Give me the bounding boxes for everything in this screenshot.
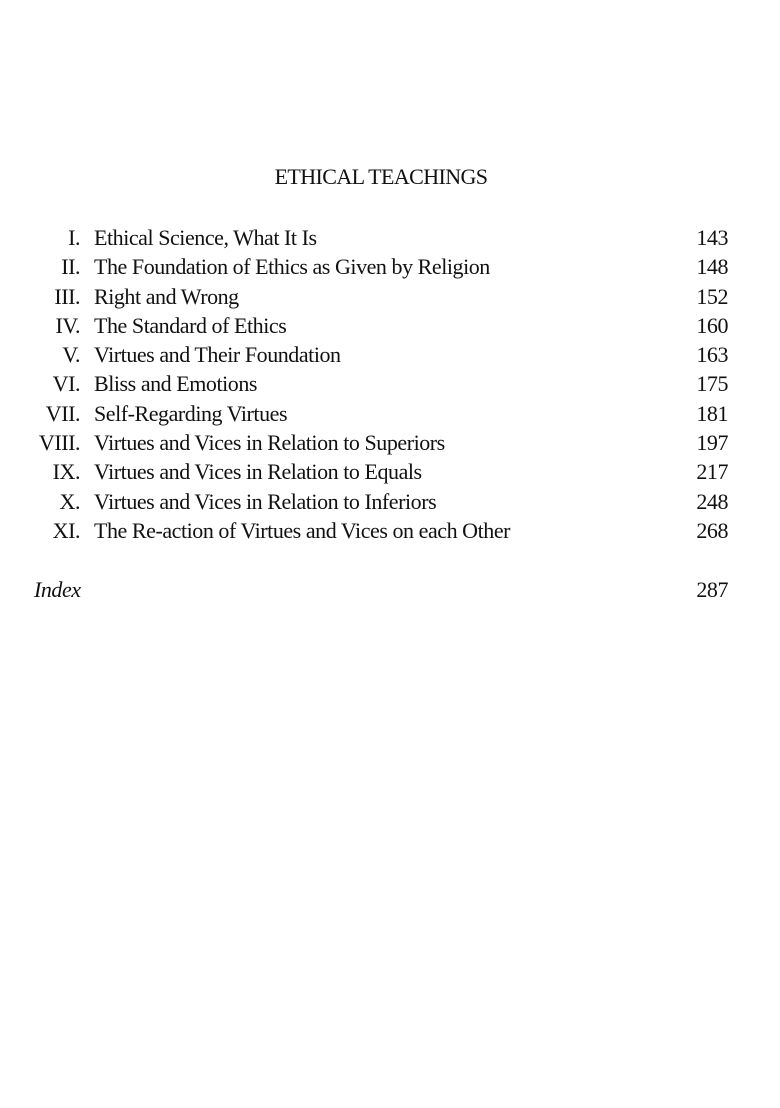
toc-entry[interactable] — [0, 428, 780, 457]
toc-entry-label: Virtues and Their Foundation — [94, 342, 341, 368]
toc-entry-numeral: I. — [68, 225, 80, 250]
table-of-contents — [0, 223, 780, 545]
toc-entry-label: Bliss and Emotions — [94, 371, 258, 397]
toc-entry-label: Virtues and Vices in Relation to Superiors — [94, 430, 445, 456]
toc-entry[interactable] — [0, 282, 780, 311]
toc-entry-numeral: VI. — [52, 371, 80, 397]
toc-entry-page: 287 — [696, 577, 728, 602]
toc-entry[interactable] — [0, 457, 780, 486]
toc-entry-numeral: VII. — [45, 400, 80, 426]
toc-entry-label: Index — [34, 577, 81, 602]
toc-entry-label: Right and Wrong — [94, 283, 239, 309]
toc-entry-numeral: X. — [59, 488, 80, 514]
toc-entry-label: The Foundation of Ethics as Given by Religion — [94, 254, 490, 280]
toc-entry-index[interactable] — [0, 575, 780, 605]
toc-entry-numeral: II. — [61, 254, 80, 280]
toc-entry-label: The Standard of Ethics — [94, 312, 287, 338]
toc-entry-numeral: III. — [54, 283, 80, 309]
toc-entry-label: Self-Regarding Virtues — [94, 400, 288, 426]
toc-entry-label: Virtues and Vices in Relation to Equals — [94, 459, 422, 485]
toc-entry-page: 217 — [696, 459, 728, 485]
toc-entry-label: Virtues and Vices in Relation to Inferiors — [94, 488, 437, 514]
toc-entry-page: 197 — [696, 430, 728, 456]
toc-entry-page: 143 — [696, 225, 728, 250]
toc-entry-numeral: IV. — [55, 312, 80, 338]
toc-entry[interactable] — [0, 340, 780, 369]
toc-entry[interactable] — [0, 369, 780, 398]
toc-entry-page: 181 — [696, 400, 728, 426]
toc-entry[interactable] — [0, 223, 780, 252]
toc-entry-label: Ethical Science, What It Is — [94, 225, 317, 250]
toc-entry-page: 175 — [696, 371, 728, 397]
toc-entry[interactable] — [0, 311, 780, 340]
toc-entry-page: 152 — [696, 283, 728, 309]
toc-entry-page: 160 — [696, 312, 728, 338]
toc-entry[interactable] — [0, 516, 780, 545]
toc-entry-page: 268 — [696, 517, 728, 543]
toc-entry-numeral: IX. — [52, 459, 80, 485]
toc-entry-label: The Re-action of Virtues and Vices on each Other — [94, 517, 511, 543]
toc-entry-page: 163 — [696, 342, 728, 368]
toc-entry-numeral: V. — [62, 342, 80, 368]
section-title: ETHICAL TEACHINGS — [274, 164, 488, 189]
toc-entry[interactable] — [0, 252, 780, 281]
toc-entry-numeral: XI. — [52, 517, 80, 543]
toc-entry-page: 148 — [696, 254, 728, 280]
toc-entry[interactable] — [0, 399, 780, 428]
toc-entry[interactable] — [0, 487, 780, 516]
toc-entry-numeral: VIII. — [38, 430, 80, 456]
toc-entry-page: 248 — [696, 488, 728, 514]
